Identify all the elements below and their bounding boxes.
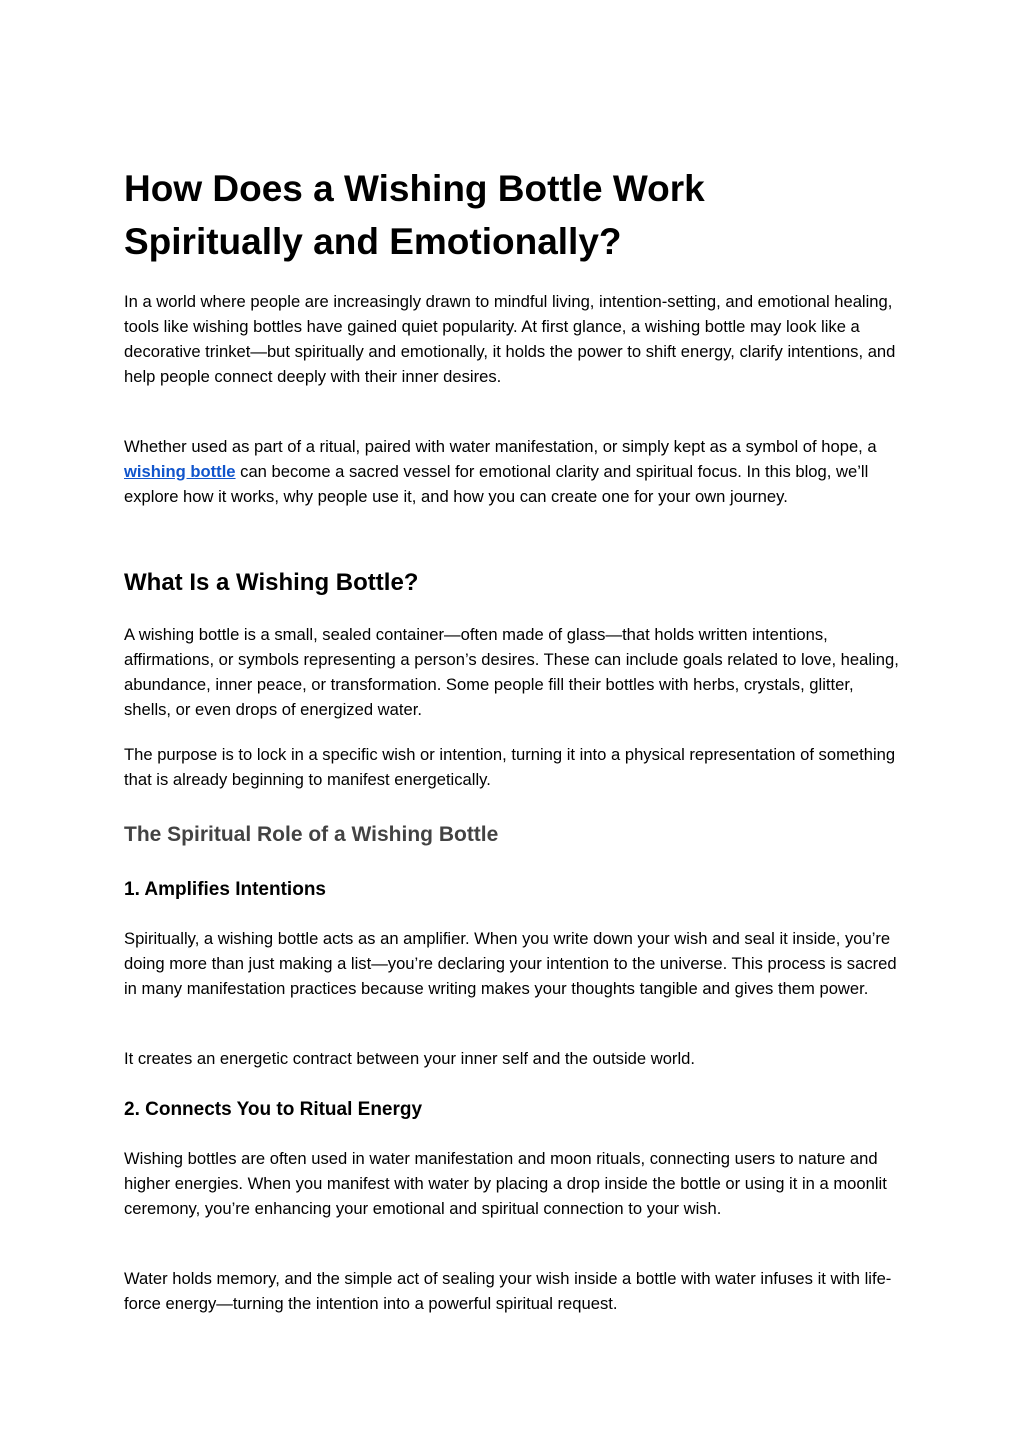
what-is-heading: What Is a Wishing Bottle? [124,569,419,596]
page-title: How Does a Wishing Bottle Work Spiritually and Emotionally? [124,168,705,262]
amplifies-paragraph-2: It creates an energetic contract between your inner self and the outside world. [124,1049,695,1068]
intro-paragraph-1: In a world where people are increasingly drawn to mindful living, intention-setting, and emotional healing, tools like wishing bottles have gained quiet popularity. At first glance, a wishing bottle may look like a decorative trinket—but spiritually and emotionally, it holds the power to shift energy, clarify intentions, and help people connect deeply with their inner desires. [124,292,896,386]
what-is-paragraph-2: The purpose is to lock in a specific wish or intention, turning it into a physical representation of something that is already beginning to manifest energetically. [124,745,896,789]
spiritual-role-heading: The Spiritual Role of a Wishing Bottle [124,823,499,846]
what-is-paragraph-1: A wishing bottle is a small, sealed container—often made of glass—that holds written intentions, affirmations, or symbols representing a person’s desires. These can include goals related to love, healing, abundance, inner peace, or transformation. Some people fill their bottles with herbs, crystals, glitter, shells, or even drops of energized water. [124,625,899,719]
ritual-paragraph-2: Water holds memory, and the simple act of sealing your wish inside a bottle with water infuses it with life-force energy—turning the intention into a powerful spiritual request. [124,1269,892,1313]
intro-paragraph-2 [124,434,904,509]
amplifies-heading: 1. Amplifies Intentions [124,879,326,900]
amplifies-paragraph-1: Spiritually, a wishing bottle acts as an amplifier. When you write down your wish and seal it inside, you’re doing more than just making a list—you’re declaring your intention to the universe. This process is sacred in many manifestation practices because writing makes your thoughts tangible and gives them power. [124,929,897,998]
intro-paragraph-2-after: can become a sacred vessel for emotional clarity and spiritual focus. In this blog, we’ll explore how it works, why people use it, and how you can create one for your own journey. [124,462,869,506]
wishing-bottle-link[interactable]: wishing bottle [124,462,236,481]
intro-paragraph-2-before: Whether used as part of a ritual, paired with water manifestation, or simply kept as a symbol of hope, a [124,437,877,456]
ritual-paragraph-1: Wishing bottles are often used in water manifestation and moon rituals, connecting users to nature and higher energies. When you manifest with water by placing a drop inside the bottle or using it in a moonlit ceremony, you’re enhancing your emotional and spiritual connection to your wish. [124,1149,887,1218]
ritual-heading: 2. Connects You to Ritual Energy [124,1099,423,1120]
